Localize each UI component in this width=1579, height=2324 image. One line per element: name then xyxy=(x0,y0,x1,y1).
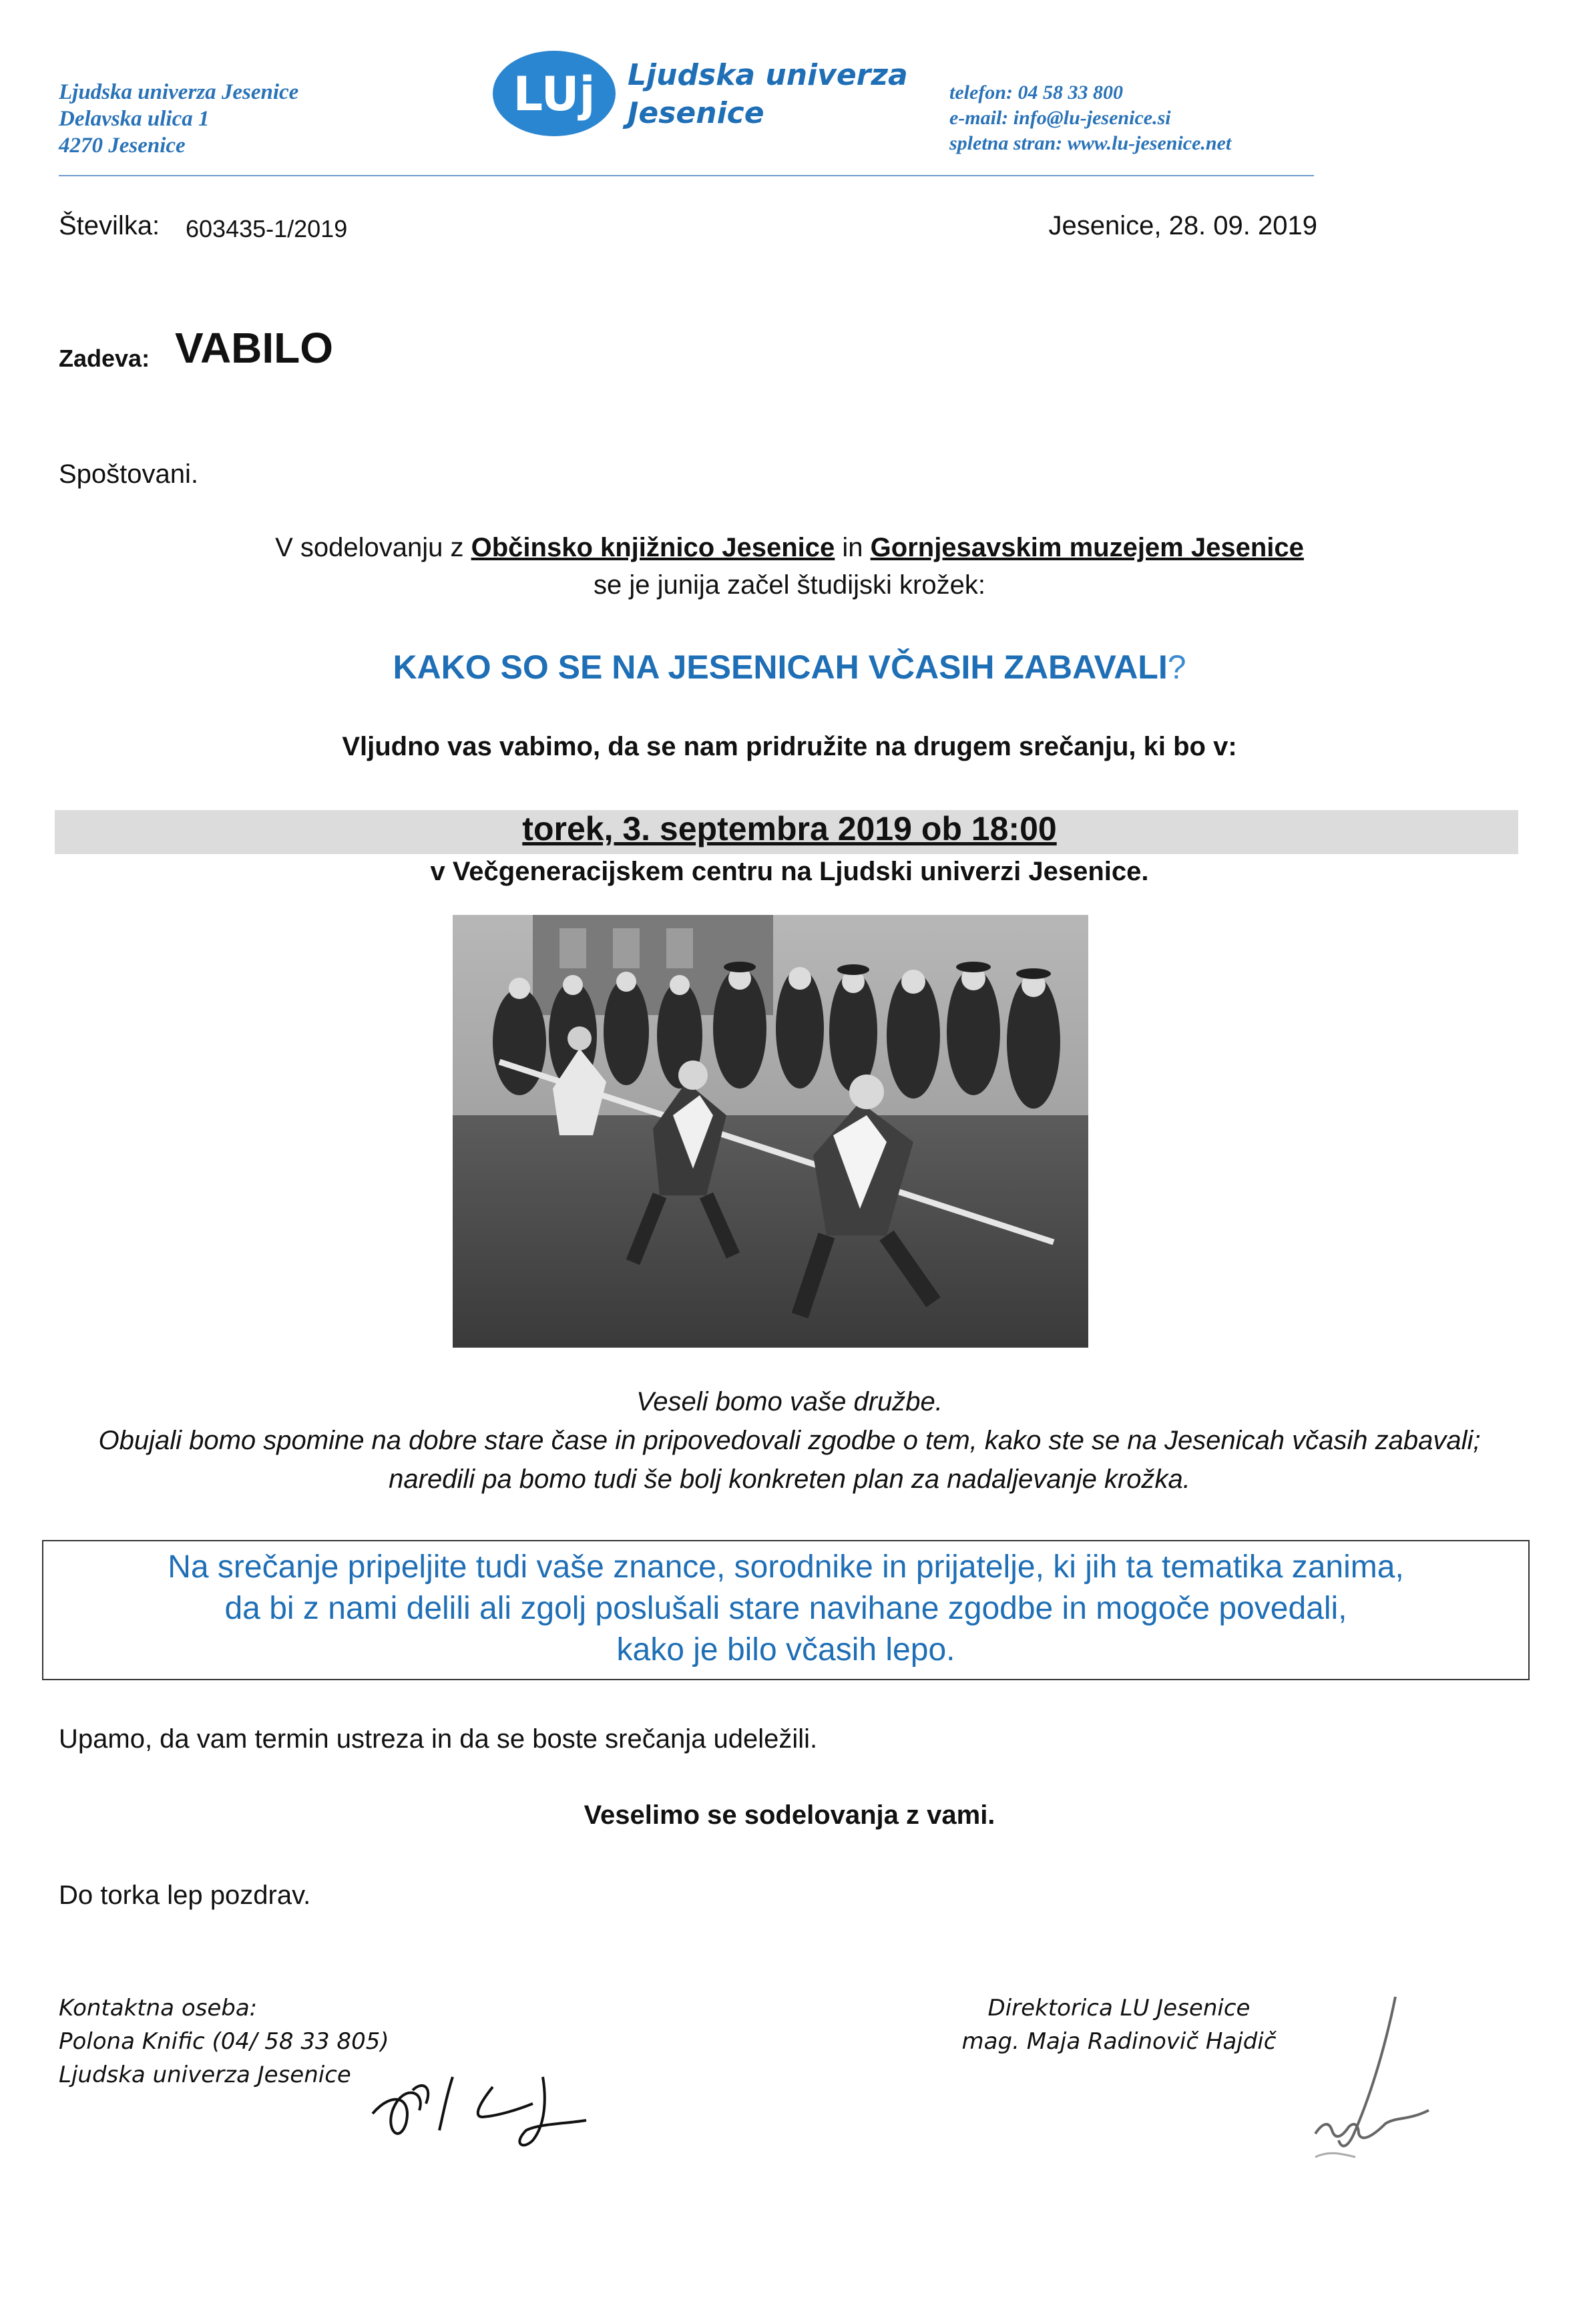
sender-city: 4270 Jesenice xyxy=(59,134,186,158)
director-signature xyxy=(1302,1990,1449,2190)
intro-paragraph xyxy=(0,529,1579,604)
italic-line-2: Obujali bomo spomine na dobre stare čase in pripovedovali zgodbe o tem, kako ste se na Jesenicah včasih zabavali; xyxy=(98,1426,1481,1455)
greeting: Spoštovani. xyxy=(59,459,199,489)
header-divider xyxy=(59,175,1314,176)
lu-jesenice-logo xyxy=(491,41,925,142)
sender-website: spletna stran: www.lu-jesenice.net xyxy=(949,132,1232,154)
invitation-line: Vljudno vas vabimo, da se nam pridružite na drugem srečanju, ki bo v: xyxy=(342,732,1237,761)
sender-contact xyxy=(949,80,1231,156)
contact-name: Polona Knific (04/ 58 33 805) xyxy=(59,2028,389,2055)
event-date: torek, 3. septembra 2019 ob 18:00 xyxy=(522,810,1057,847)
contact-signature xyxy=(366,2050,633,2157)
closing-bold: Veselimo se sodelovanja z vami. xyxy=(584,1800,995,1830)
contact-org: Ljudska univerza Jesenice xyxy=(59,2062,351,2088)
sender-email: e-mail: info@lu-jesenice.si xyxy=(949,107,1171,129)
director-title: Direktorica LU Jesenice xyxy=(987,1995,1251,2021)
director-name: mag. Maja Radinovič Hajdič xyxy=(961,2028,1277,2055)
place-date: Jesenice, 28. 09. 2019 xyxy=(1048,211,1317,240)
highlight-box-text xyxy=(42,1547,1530,1671)
intro-museum: Gornjesavskim muzejem Jesenice xyxy=(870,533,1304,562)
logo-name-1: Ljudska univerza xyxy=(628,58,908,92)
italic-line-1: Veseli bomo vaše družbe. xyxy=(636,1387,943,1416)
sender-address xyxy=(59,79,298,159)
number-label: Številka: xyxy=(59,211,160,240)
box-line-3: kako je bilo včasih lepo. xyxy=(616,1632,955,1668)
intro-mid: in xyxy=(835,533,871,562)
intro-line-2: se je junija začel študijski krožek: xyxy=(594,570,985,600)
event-title-text: KAKO SO SE NA JESENICAH VČASIH ZABAVALI xyxy=(393,648,1168,686)
director-block xyxy=(945,1991,1293,2058)
logo-mark: LUj xyxy=(513,67,596,122)
intro-library: Občinsko knjižnico Jesenice xyxy=(471,533,835,562)
hope-line: Upamo, da vam termin ustreza in da se boste srečanja udeležili. xyxy=(59,1724,818,1754)
italic-line-3: naredili pa bomo tudi še bolj konkreten plan za nadaljevanje krožka. xyxy=(389,1465,1190,1494)
event-place: v Večgeneracijskem centru na Ljudski univerzi Jesenice. xyxy=(430,857,1149,886)
subject-value: VABILO xyxy=(175,324,334,372)
subject-label: Zadeva: xyxy=(59,345,150,372)
number-value: 603435-1/2019 xyxy=(186,215,348,242)
farewell: Do torka lep pozdrav. xyxy=(59,1881,311,1910)
event-title xyxy=(0,648,1579,687)
intro-pre: V sodelovanju z xyxy=(275,533,471,562)
sender-org: Ljudska univerza Jesenice xyxy=(59,80,299,104)
logo-name-2: Jesenice xyxy=(628,96,764,130)
sender-street: Delavska ulica 1 xyxy=(59,107,210,131)
sender-phone: telefon: 04 58 33 800 xyxy=(949,81,1123,104)
event-title-mark: ? xyxy=(1167,648,1186,686)
contact-label: Kontaktna oseba: xyxy=(59,1995,258,2021)
box-line-2: da bi z nami delili ali zgolj poslušali stare navihane zgodbe in mogoče povedali, xyxy=(224,1591,1347,1626)
contact-person xyxy=(59,1991,389,2092)
box-line-1: Na srečanje pripeljite tudi vaše znance, sorodnike in prijatelje, ki jih ta tematika zanima, xyxy=(168,1549,1404,1585)
tug-of-war-photo xyxy=(453,915,1088,1348)
italic-note xyxy=(0,1382,1579,1499)
